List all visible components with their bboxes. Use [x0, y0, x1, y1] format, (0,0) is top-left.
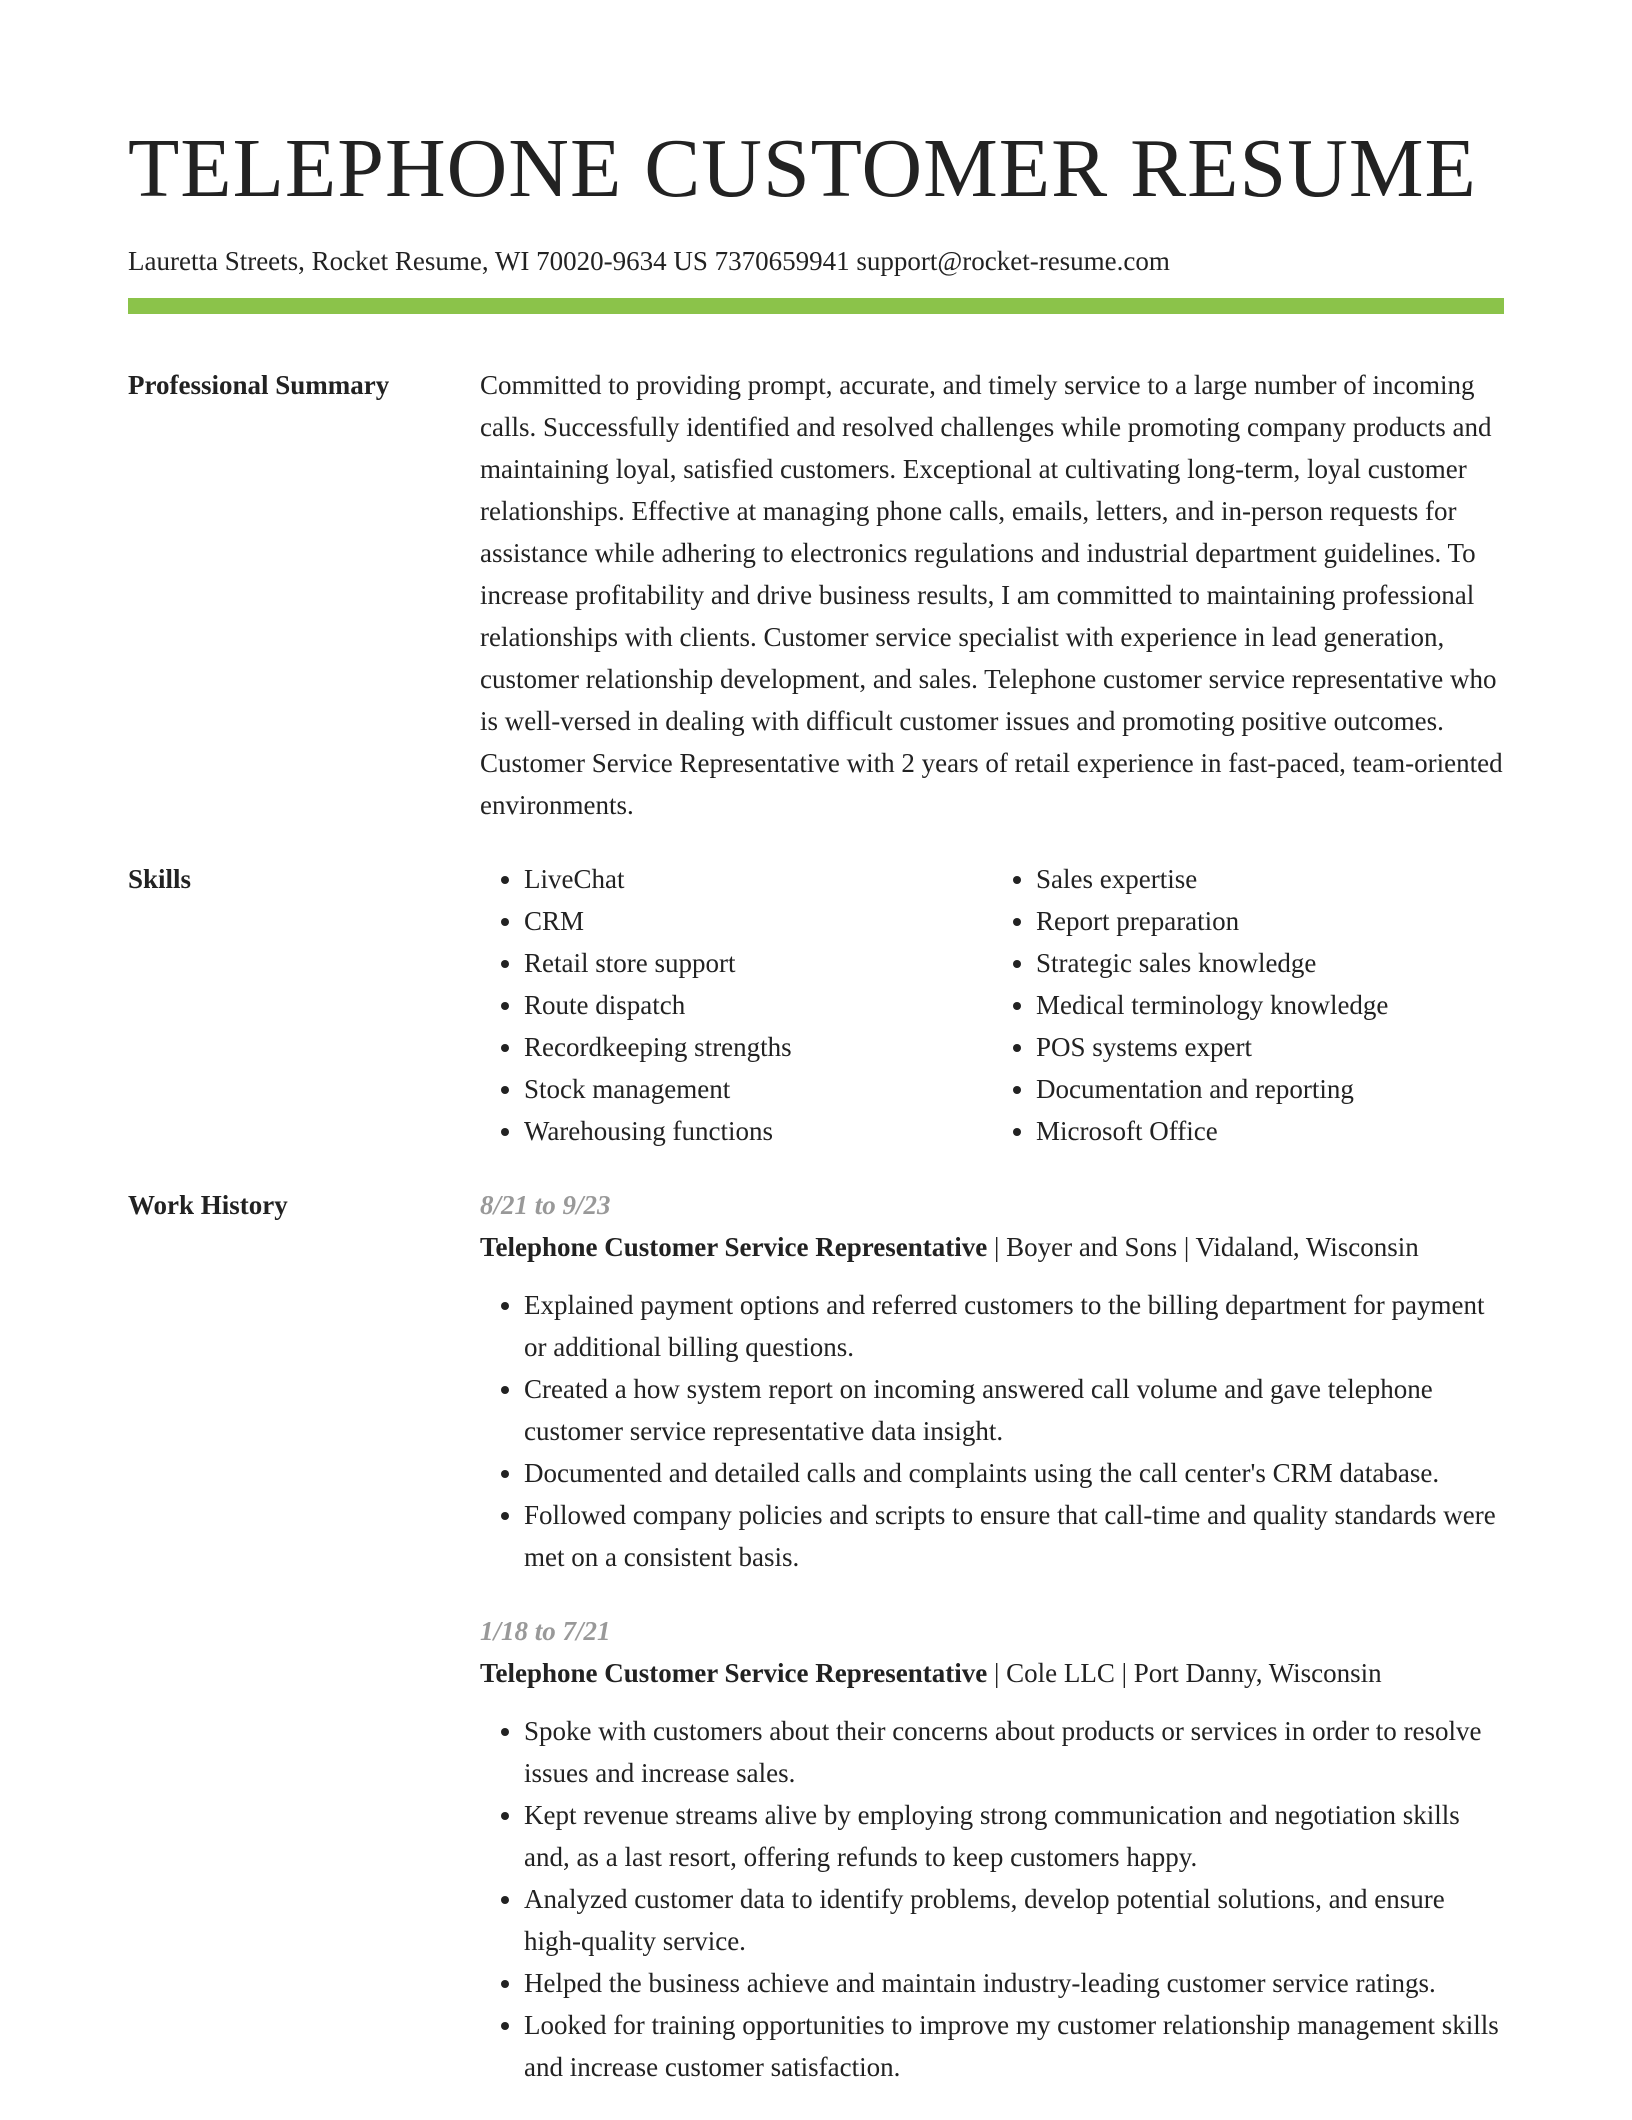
resume-title: TELEPHONE CUSTOMER RESUME: [128, 122, 1477, 215]
job-bullets: [480, 1710, 1504, 2088]
skill-item: • Medical terminology knowledge: [1036, 984, 1504, 1026]
work-history-section: [128, 1184, 1504, 2120]
work-history-body: [480, 1184, 1504, 2120]
skills-column-right: [992, 858, 1504, 1152]
skill-item: • Report preparation: [1036, 900, 1504, 942]
skill-item: • Recordkeeping strengths: [524, 1026, 992, 1068]
section-label-summary: Professional Summary: [128, 370, 390, 400]
skill-item: • Microsoft Office: [1036, 1110, 1504, 1152]
job-bullet: • Looked for training opportunities to improve my customer relationship management skills and increase customer satisfaction.: [524, 2004, 1504, 2088]
skill-item: • CRM: [524, 900, 992, 942]
contact-line: Lauretta Streets, Rocket Resume, WI 70020-9634 US 7370659941 support@rocket-resume.com: [128, 246, 1170, 276]
job-bullet: • Helped the business achieve and maintain industry-leading customer service ratings.: [524, 1962, 1504, 2004]
job-bullet: • Analyzed customer data to identify problems, develop potential solutions, and ensure high-quality service.: [524, 1878, 1504, 1962]
job-dates: 8/21 to 9/23: [480, 1190, 611, 1220]
job-bullets: [480, 1284, 1504, 1578]
skill-item: • LiveChat: [524, 858, 992, 900]
job-title: Telephone Customer Service Representative: [480, 1658, 988, 1688]
skills-body: [480, 858, 1504, 1152]
skills-section: [128, 858, 1504, 1152]
job-bullet: • Spoke with customers about their concerns about products or services in order to resolve issues and increase sales.: [524, 1710, 1504, 1794]
job-bullet: • Explained payment options and referred customers to the billing department for payment or additional billing questions.: [524, 1284, 1504, 1368]
job-details: | Cole LLC | Port Danny, Wisconsin: [987, 1658, 1382, 1688]
summary-text: Committed to providing prompt, accurate, and timely service to a large number of incoming calls. Successfully identified and resolved challenges while promoting company products and maintaining loyal, satisfied customers. Exceptional at cultivating long-term, loyal customer relationships. Effective at managing phone calls, emails, letters, and in-person requests for assistance while adhering to electronics regulations and industrial department guidelines. To increase profitability and drive business results, I am committed to maintaining professional relationships with clients. Customer service specialist with experience in lead generation, customer relationship development, and sales. Telephone customer service representative who is well-versed in dealing with difficult customer issues and promoting positive outcomes. Customer Service Representative with 2 years of retail experience in fast-paced, team-oriented environments.: [480, 370, 1503, 820]
job-bullet: • Followed company policies and scripts to ensure that call-time and quality standards were met on a consistent basis.: [524, 1494, 1504, 1578]
skill-item: • Documentation and reporting: [1036, 1068, 1504, 1110]
job-heading: [480, 1652, 1504, 1694]
job-dates: 1/18 to 7/21: [480, 1616, 611, 1646]
job-bullet: • Kept revenue streams alive by employing strong communication and negotiation skills and, as a last resort, offering refunds to keep customers happy.: [524, 1794, 1504, 1878]
summary-body: [480, 364, 1504, 826]
section-label-skills: Skills: [128, 864, 192, 894]
skill-item: • Strategic sales knowledge: [1036, 942, 1504, 984]
professional-summary-section: [128, 364, 1504, 826]
skill-item: • POS systems expert: [1036, 1026, 1504, 1068]
skill-item: • Retail store support: [524, 942, 992, 984]
job-bullet: • Created a how system report on incoming answered call volume and gave telephone customer service representative data insight.: [524, 1368, 1504, 1452]
skill-item: • Sales expertise: [1036, 858, 1504, 900]
job-entry: [480, 1184, 1504, 1578]
job-details: | Boyer and Sons | Vidaland, Wisconsin: [987, 1232, 1419, 1262]
job-title: Telephone Customer Service Representative: [480, 1232, 988, 1262]
job-bullet: • Documented and detailed calls and complaints using the call center's CRM database.: [524, 1452, 1504, 1494]
job-heading: [480, 1226, 1504, 1268]
skills-column-left: [480, 858, 992, 1152]
header-divider: [128, 298, 1504, 314]
skill-item: • Stock management: [524, 1068, 992, 1110]
skill-item: • Route dispatch: [524, 984, 992, 1026]
section-label-work-history: Work History: [128, 1190, 288, 1220]
job-entry: [480, 1610, 1504, 2088]
skill-item: • Warehousing functions: [524, 1110, 992, 1152]
